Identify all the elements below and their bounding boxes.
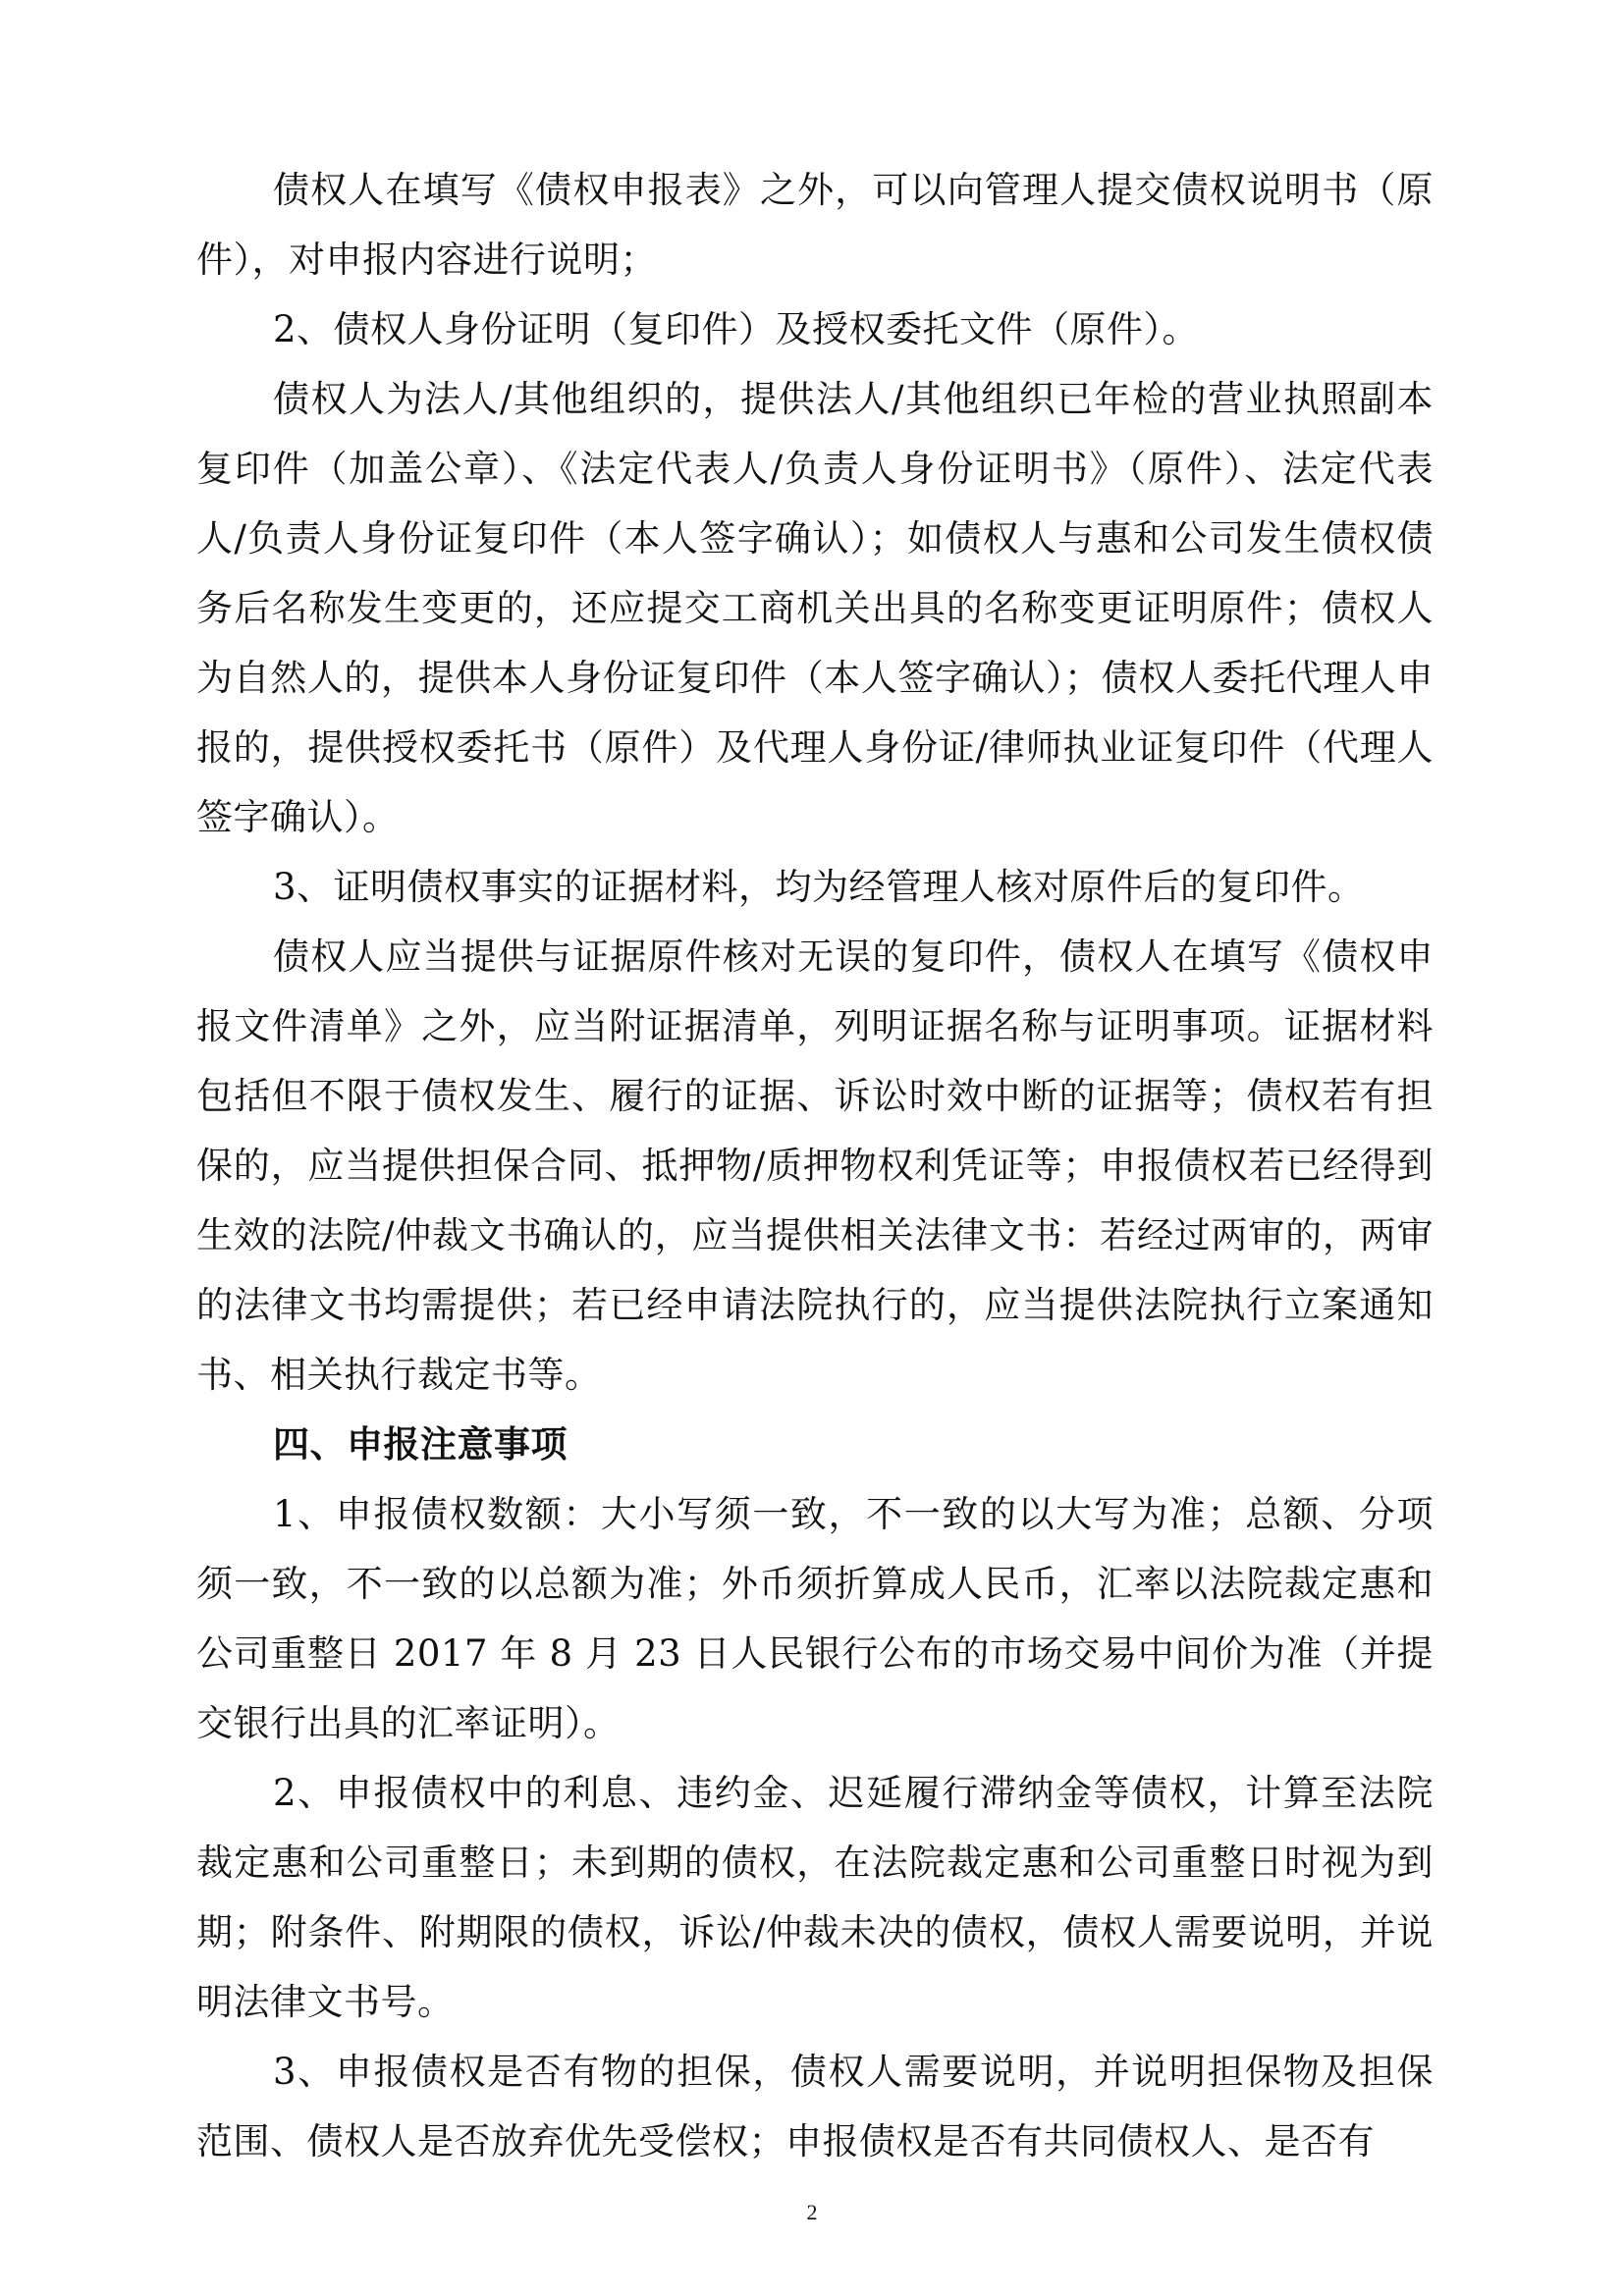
paragraph-identity-proof-item: 2、债权人身份证明（复印件）及授权委托文件（原件）。 (273, 308, 1200, 350)
paragraph-identity-proof-details: 债权人为法人/其他组织的，提供法人/其他组织已年检的营业执照副本复印件（加盖公章）、《法定代表人/负责人身份证明书》（原件）、法定代表人/负责人身份证复印件（本人签字确认）；如债权人与惠和公司发生债权债务后名称发生变更的，还应提交工商机关出具的名称变更证明原件；债权人为自然人的，提供本人身份证复印件（本人签字确认）；债权人委托代理人申报的，提供授权委托书（原件）及代理人身份证/律师执业证复印件（代理人签字确认）。 (196, 378, 1434, 838)
paragraph-evidence-details: 债权人应当提供与证据原件核对无误的复印件，债权人在填写《债权申报文件清单》之外，应当附证据清单，列明证据名称与证明事项。证据材料包括但不限于债权发生、履行的证据、诉讼时效中断的证据等；债权若有担保的，应当提供担保合同、抵押物/质押物权利凭证等；申报债权若已经得到生效的法院/仲裁文书确认的，应当提供相关法律文书：若经过两审的，两审的法律文书均需提供；若已经申请法院执行的，应当提供法院执行立案通知书、相关执行裁定书等。 (196, 935, 1434, 1396)
section-heading-filing-notes: 四、申报注意事项 (273, 1423, 568, 1466)
paragraph-collateral: 3、申报债权是否有物的担保，债权人需要说明，并说明担保物及担保范围、债权人是否放弃优先受偿权；申报债权是否有共同债权人、是否有 (196, 2051, 1434, 2163)
page-number: 2 (806, 2200, 818, 2224)
document-body (196, 155, 1434, 2176)
paragraph-creditor-statement: 债权人在填写《债权申报表》之外，可以向管理人提交债权说明书（原件），对申报内容进行说明； (196, 169, 1434, 281)
paragraph-evidence-item: 3、证明债权事实的证据材料，均为经管理人核对原件后的复印件。 (273, 866, 1365, 908)
paragraph-claim-amount: 1、申报债权数额：大小写须一致，不一致的以大写为准；总额、分项须一致，不一致的以总额为准；外币须折算成人民币，汇率以法院裁定惠和公司重整日 2017 年 8 月 23 日人民银行公布的市场交易中间价为准（并提交银行出具的汇率证明）。 (196, 1493, 1434, 1744)
paragraph-interest-penalty: 2、申报债权中的利息、违约金、迟延履行滞纳金等债权，计算至法院裁定惠和公司重整日；未到期的债权，在法院裁定惠和公司重整日时视为到期；附条件、附期限的债权，诉讼/仲裁未决的债权，债权人需要说明，并说明法律文书号。 (196, 1772, 1434, 2023)
